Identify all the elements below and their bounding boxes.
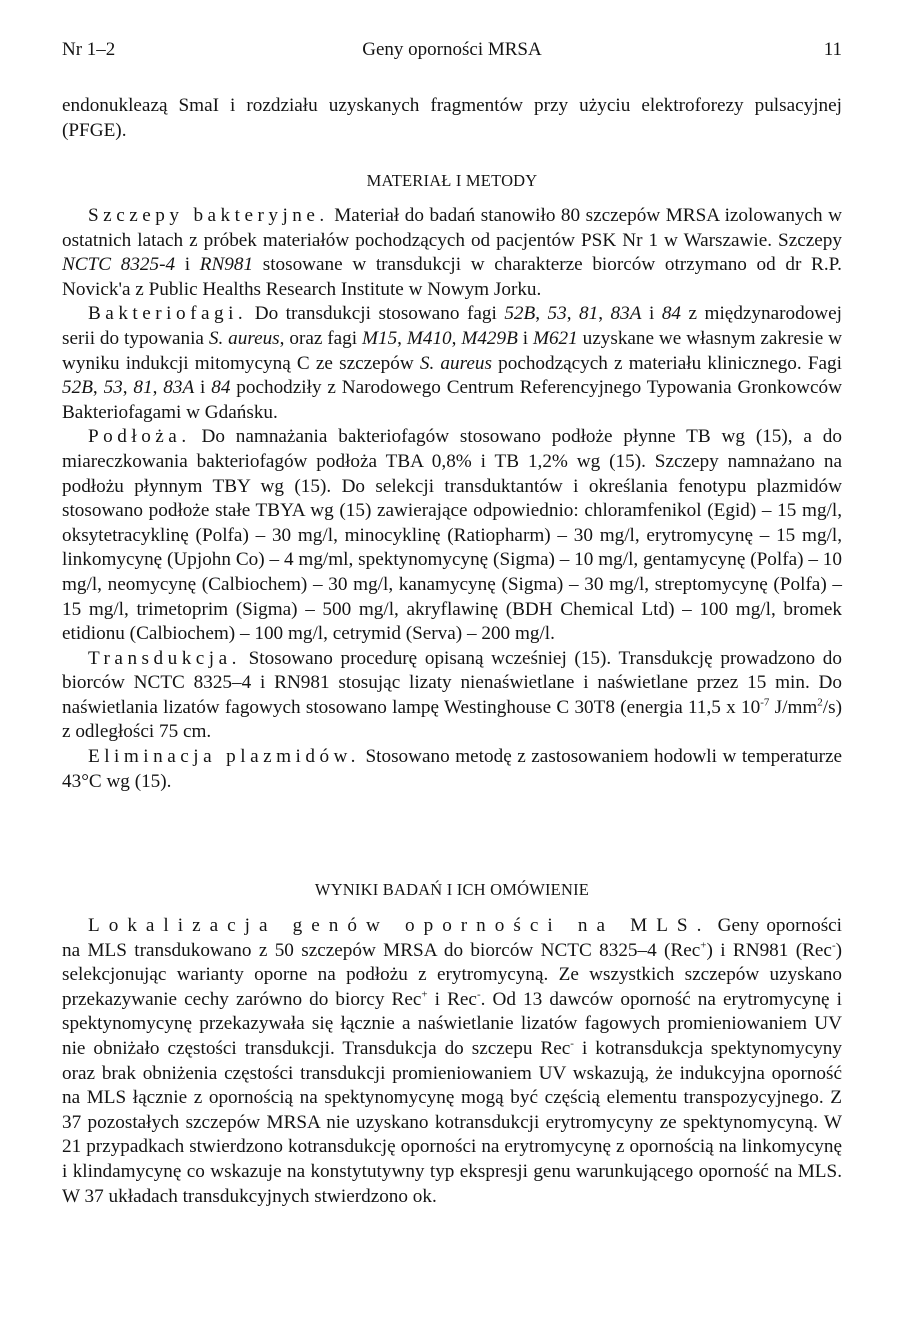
phage-name: 81 xyxy=(133,377,153,399)
exponent: -7 xyxy=(760,696,770,709)
running-title: Geny oporności MRSA xyxy=(362,39,542,60)
phage-name: M429B xyxy=(461,327,518,349)
species-name: S. aureus xyxy=(208,327,280,349)
intro-block xyxy=(62,94,842,143)
superscript: - xyxy=(831,939,836,952)
phage-name: M15 xyxy=(362,327,398,349)
page-number: 11 xyxy=(823,39,842,60)
paragraph-media: Podłoża. Do namnażania bakteriofagów stosowano podłoże płynne TB wg (15), a do miareczkowania bakteriofagów podłoża TBA 0,8% i TB 1,2% wg (15). Szczepy namnażano na podłożu płynnym TBY wg (15). Do selekcji transduktantów i określania fenotypu plazmidów stosowano podłoże stałe TBYA wg (15) zawierające odpowiednio: chloramfenikol (Egid) – 15 mg/l, oksytetracyklinę (Polfa) – 30 mg/l, minocyklinę (Ratiopharm) – 30 mg/l, erytromycynę – 15 mg/l, linkomycynę (Upjohn Co) – 4 mg/ml, spektynomycynę (Sigma) – 10 mg/l, gentamycynę (Polfa) – 10 mg/l, neomycynę (Calbiochem) – 30 mg/l, kanamycynę (Sigma) – 30 mg/l, streptomycynę (Polfa) – 15 mg/l, trimetoprim (Sigma) – 500 mg/l, akryflawinę (BDH Chemical Ltd) – 100 mg/l, bromek etidionu (Calbiochem) – 100 mg/l, cetrymid (Serva) – 200 mg/l. xyxy=(62,426,842,645)
species-name: S. aureus xyxy=(419,352,492,374)
intro-paragraph: endonukleazą SmaI i rozdziału uzyskanych fragmentów przy użyciu elektroforezy pulsacyjnej (PFGE). xyxy=(62,95,842,141)
paragraph-lead: Szczepy bakteryjne. xyxy=(88,205,329,226)
phage-name: 84 xyxy=(661,303,682,325)
paragraph-lead: Transdukcja. xyxy=(88,647,241,669)
phage-name: M410 xyxy=(406,327,452,349)
superscript: + xyxy=(700,939,707,952)
exponent: 2 xyxy=(817,696,823,709)
paragraph-lead: Podłoża. xyxy=(88,426,191,448)
phage-name: 83A xyxy=(163,377,195,399)
paragraph-transduction: Transdukcja. Stosowano procedurę opisaną wcześniej (15). Transdukcję prowadzono do biorców NCTC 8325–4 i RN981 stosując lizaty nienaświetlane i naświetlane przez 15 min. Do naświetlania lizatów fagowych stosowano lampę Westinghouse C 30T8 (energia 11,5 x $10^{-7}$ $J/mm^2/s$) z odległości 75 cm. xyxy=(62,647,842,743)
phage-name: 83A xyxy=(610,303,642,325)
superscript: - xyxy=(570,1037,574,1050)
phage-name: 53 xyxy=(103,377,123,399)
phage-name: 52B xyxy=(62,377,93,399)
paragraph-lead: Bakteriofagi. xyxy=(88,303,248,325)
phage-name: 81 xyxy=(579,303,599,325)
running-header xyxy=(62,38,842,62)
paragraph-bacterial-strains: Szczepy bakteryjne. Materiał do badań stanowiło 80 szczepów MRSA izolowanych w ostatnich latach z próbek materiałów pochodzących od pacjentów PSK Nr 1 w Warszawie. Szczepy NCTC 8325-4 i RN981 stosowane w transdukcji w charakterze biorców otrzymano od dr R.P. Novick'a z Public Healths Research Institute w Nowym Jorku. xyxy=(62,205,842,300)
phage-name: 84 xyxy=(211,377,231,399)
paragraph-plasmid-elimination: Eliminacja plazmidów. Stosowano metodę z zastosowaniem hodowli w temperaturze 43°C wg (15). xyxy=(62,746,842,792)
phage-name: M621 xyxy=(532,327,578,349)
section-heading-methods: MATERIAŁ I METODY xyxy=(366,171,538,190)
paragraph-lead: Lokalizacja genów oporności na MLS. xyxy=(88,915,711,936)
superscript: - xyxy=(476,988,481,1001)
phage-name: 52B xyxy=(504,303,536,325)
phage-name: 53 xyxy=(547,303,567,325)
paragraph-bacteriophages: Bakteriofagi. Do transdukcji stosowano fagi 52B, 53, 81, 83A i 84 z międzynarodowej serii do typowania S. aureus, oraz fagi M15, M410, M429B i M621 uzyskane we własnym zakresie w wyniku indukcji mitomycyną C ze szczepów S. aureus pochodzących z materiału klinicznego. Fagi 52B, 53, 81, 83A i 84 pochodziły z Narodowego Centrum Referencyjnego Typowania Gronkowców Bakteriofagami w Gdańsku. xyxy=(62,303,843,423)
superscript: + xyxy=(421,988,428,1001)
strain-name: NCTC 8325-4 xyxy=(62,254,176,276)
strain-name: RN981 xyxy=(199,254,254,276)
paragraph-mls-gene-location: Lokalizacja genów oporności na MLS. Geny oporności na MLS transdukowano z 50 szczepów MRSA do biorców NCTC 8325–4 (Rec+) i RN981 (Rec-) selekcjonując warianty oporne na podłożu z erytromycyną. Ze wszystkich szczepów uzyskano przekazywanie cechy zarówno do biorcy Rec+ i Rec-. Od 13 dawców oporność na erytromycynę i spektynomycynę przekazywała się łącznie a naświetlanie lizatów fagowych promieniowaniem UV nie obniżało częstości transdukcji. Transdukcja do szczepu Rec- i kotransdukcja spektynomycyny oraz brak obniżenia częstości transdukcji promieniowaniem UV wskazują, że indukcyjna oporność na MLS łącznie z opornością na spektynomycynę mogą być częścią elementu transpozycyjnego. Z 37 pozostałych szczepów MRSA nie uzyskano kotransdukcji erytromycyny ze spektynomycyną. W 21 przypadkach stwierdzono kotransdukcję oporności na erytromycynę z opornością na linkomycynę i klindamycynę co wskazuje na konstytutywny typ ekspresji genu warunkującego oporność na MLS. W 37 układach transdukcyjnych stwierdzono ok. xyxy=(62,915,843,1207)
section-heading-results: WYNIKI BADAŃ I ICH OMÓWIENIE xyxy=(314,880,590,899)
methods-block xyxy=(62,204,842,794)
paragraph-lead: Eliminacja plazmidów. xyxy=(88,746,360,768)
issue-number: Nr 1–2 xyxy=(62,39,116,60)
results-block xyxy=(62,914,842,1209)
